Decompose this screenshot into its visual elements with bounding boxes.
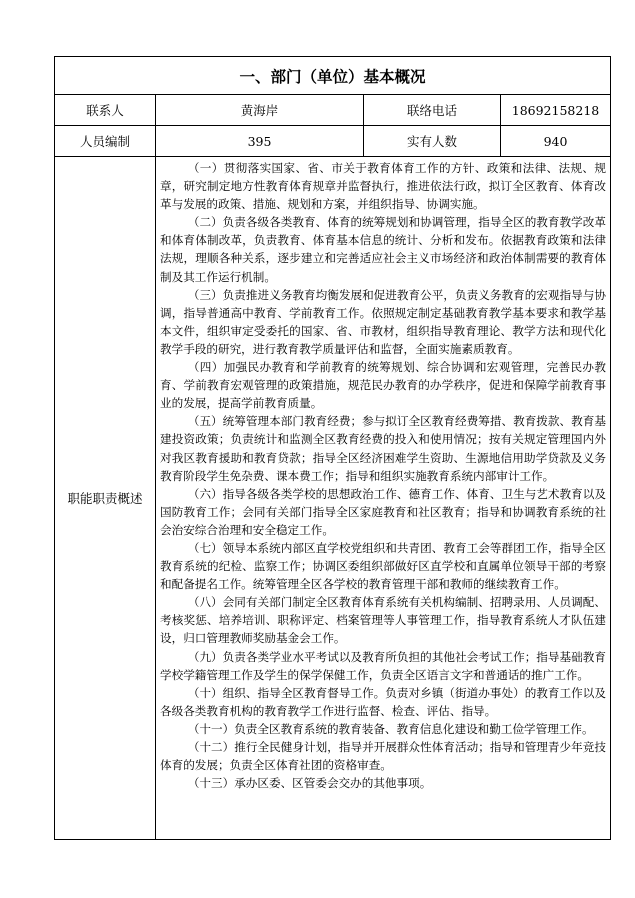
duties-text [160, 159, 606, 792]
title-row [55, 57, 610, 95]
duty-paragraph-5: （五）统筹管理本部门教育经费；参与拟订全区教育经费筹措、教育拨款、教育基建投资政策；负责统计和监测全区教育经费的投入和使用情况；按有关规定管理国内外对我区教育援助和教育贷款；指导全区经济困难学生资助、生源地信用助学贷款及义务教育阶段学生免杂费、课本费工作；指导和组织实施教育系统内部审计工作。 [160, 414, 606, 483]
actual-staff-label: 实有人数 [364, 126, 501, 156]
duty-paragraph-11: （十一）负责全区教育系统的教育装备、教育信息化建设和勤工俭学管理工作。 [187, 721, 594, 736]
duties-row [55, 157, 610, 839]
duty-paragraph-9: （九）负责各类学业水平考试以及教育所负担的其他社会考试工作；指导基础教育学校学籍管理工作及学生的保学保健工作，负责全区语言文字和普通话的推广工作。 [160, 649, 606, 682]
basic-info-table [54, 56, 611, 840]
actual-staff-value: 940 [543, 133, 568, 149]
staffing-count: 395 [156, 126, 364, 156]
duty-paragraph-3: （三）负责推进义务教育均衡发展和促进教育公平，负责义务教育的宏观指导与协调，指导普通高中教育、学前教育工作。依照规定制定基础教育教学基本要求和教学基本文件，组织审定受委托的国家、省、市教材，组织指导教育理论、教学方法和现代化教学手段的研究，进行教育教学质量评估和监督，全面实施素质教育。 [160, 287, 606, 356]
duty-paragraph-6: （六）指导各级各类学校的思想政治工作、德育工作、体育、卫生与艺术教育以及国防教育工作；会同有关部门指导全区家庭教育和社区教育；指导和协调教育系统的社会治安综合治理和安全稳定工作。 [160, 486, 606, 537]
contact-name: 黄海岸 [156, 95, 364, 125]
duties-label: 职能职责概述 [55, 157, 156, 839]
duty-paragraph-12: （十二）推行全民健身计划，指导并开展群众性体育活动；指导和管理青少年竞技体育的发展；负责全区体育社团的资格审查。 [160, 740, 606, 773]
contact-label: 联系人 [55, 95, 156, 125]
phone-label: 联络电话 [364, 95, 501, 125]
contact-row [55, 95, 610, 126]
duty-paragraph-10: （十）组织、指导全区教育督导工作。负责对乡镇（街道办事处）的教育工作以及各级各类教育机构的教育教学工作进行监督、检查、评估、指导。 [160, 685, 606, 718]
duty-paragraph-8: （八）会同有关部门制定全区教育体育系统有关机构编制、招聘录用、人员调配、考核奖惩、培养培训、职称评定、档案管理等人事管理工作，指导教育系统人才队伍建设，归口管理教师奖励基金会工作。 [160, 595, 606, 646]
staffing-label: 人员编制 [55, 126, 156, 156]
duty-paragraph-13: （十三）承办区委、区管委会交办的其他事项。 [187, 776, 432, 791]
phone-value: 18692158218 [511, 102, 600, 118]
section-title: 一、部门（单位）基本概况 [239, 67, 426, 86]
staffing-row [55, 126, 610, 157]
duty-paragraph-7: （七）领导本系统内部区直学校党组织和共青团、教育工会等群团工作，指导全区教育系统的纪检、监察工作；协调区委组织部做好区直学校和直属单位领导干部的考察和配备提名工作。统筹管理全区各学校的教育管理干部和教师的继续教育工作。 [160, 540, 606, 592]
duty-paragraph-2: （二）负责各级各类教育、体育的统筹规划和协调管理，指导全区的教育教学改革和体育体制改革，负责教育、体育基本信息的统计、分析和发布。依据教育政策和法律法规，理顺各种关系，逐步建立和完善适应社会主义市场经济和政治体制需要的教育体制及其工作运行机制。 [160, 215, 606, 284]
duty-paragraph-1: （一）贯彻落实国家、省、市关于教育体育工作的方针、政策和法律、法规、规章，研究制定地方性教育体育规章并监督执行，推进依法行政，拟订全区教育、体育改革与发展的政策、措施、规划和方案，并组织指导、协调实施。 [160, 161, 606, 212]
duty-paragraph-4: （四）加强民办教育和学前教育的统筹规划、综合协调和宏观管理，完善民办教育、学前教育宏观管理的政策措施，规范民办教育的办学秩序，促进和保障学前教育事业的发展，提高学前教育质量。 [160, 360, 606, 411]
